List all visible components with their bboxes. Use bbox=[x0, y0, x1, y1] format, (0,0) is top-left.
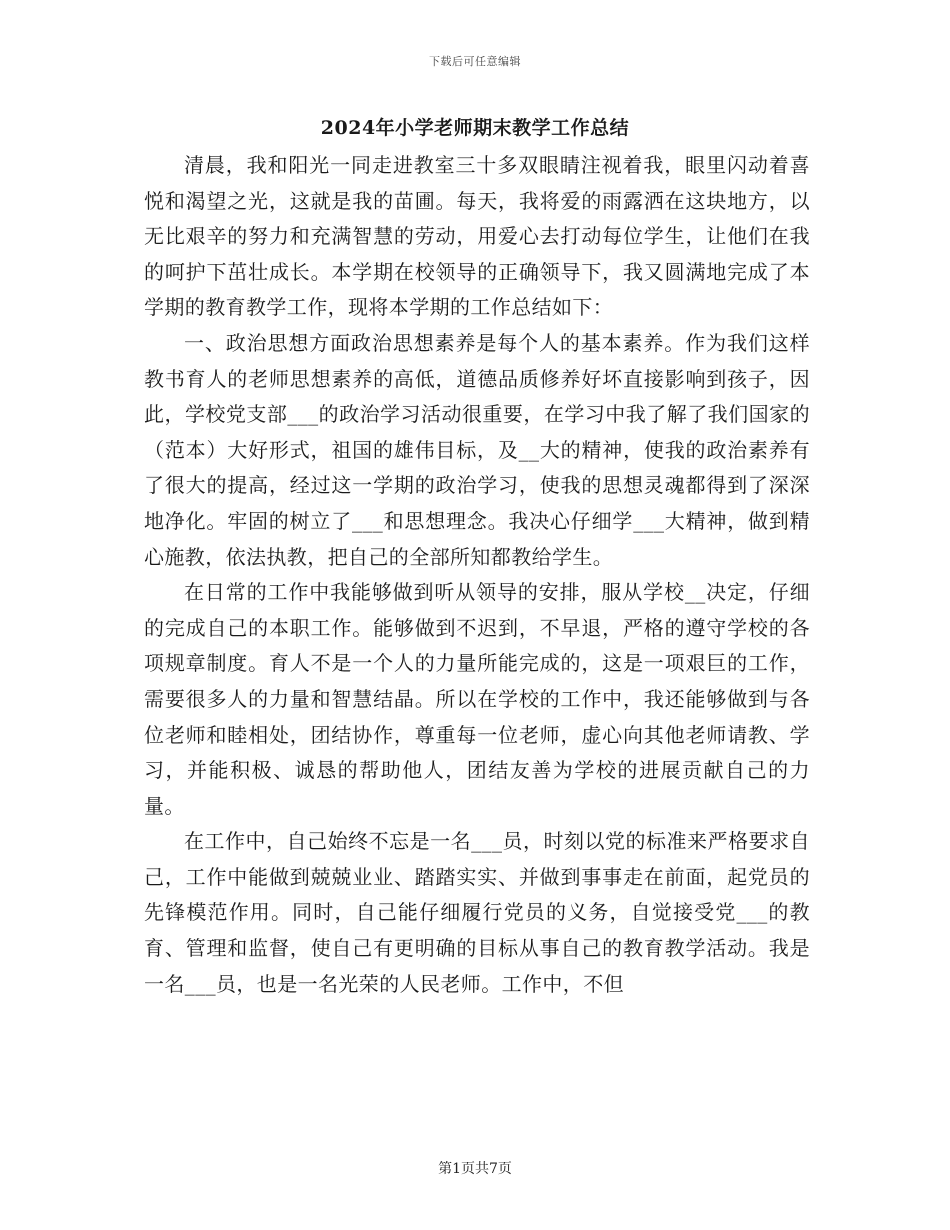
paragraph-daily-work: 在日常的工作中我能够做到听从领导的安排，服从学校__决定，仔细的完成自己的本职工作。能够做到不迟到，不早退，严格的遵守学校的各项规章制度。育人不是一个人的力量所能完成的，这是一项艰巨的工作，需要很多人的力量和智慧结晶。所以在学校的工作中，我还能够做到与各位老师和睦相处，团结协作，尊重每一位老师，虚心向其他老师请教、学习，并能积极、诚恳的帮助他人，团结友善为学校的进展贡献自己的力量。 bbox=[144, 580, 810, 818]
document-title: 2024年小学老师期末教学工作总结 bbox=[320, 117, 630, 139]
page-number: 第1页共7页 bbox=[438, 1161, 512, 1177]
document-body bbox=[144, 148, 810, 1002]
header-note: 下载后可任意编辑 bbox=[429, 55, 521, 68]
paragraph-party-member: 在工作中，自己始终不忘是一名___员，时刻以党的标准来严格要求自己，工作中能做到兢兢业业、踏踏实实、并做到事事走在前面，起党员的先锋模范作用。同时，自己能仔细履行党员的义务，自觉接受党___的教育、管理和监督，使自己有更明确的目标从事自己的教育教学活动。我是一名___员，也是一名光荣的人民老师。工作中，不但 bbox=[144, 829, 810, 996]
paragraph-political-thought: 一、政治思想方面政治思想素养是每个人的基本素养。作为我们这样教书育人的老师思想素养的高低，道德品质修养好坏直接影响到孩子，因此，学校党支部___的政治学习活动很重要，在学习中我了解了我们国家的（范本）大好形式，祖国的雄伟目标，及__大的精神，使我的政治素养有了很大的提高，经过这一学期的政治学习，使我的思想灵魂都得到了深深地净化。牢固的树立了___和思想理念。我决心仔细学___大精神，做到精心施教，依法执教，把自己的全部所知都教给学生。 bbox=[144, 330, 810, 569]
paragraph-intro: 清晨，我和阳光一同走进教室三十多双眼睛注视着我，眼里闪动着喜悦和渴望之光，这就是我的苗圃。每天，我将爱的雨露洒在这块地方，以无比艰辛的努力和充满智慧的劳动，用爱心去打动每位学生，让他们在我的呵护下茁壮成长。本学期在校领导的正确领导下，我又圆满地完成了本学期的教育教学工作，现将本学期的工作总结如下： bbox=[144, 153, 810, 320]
